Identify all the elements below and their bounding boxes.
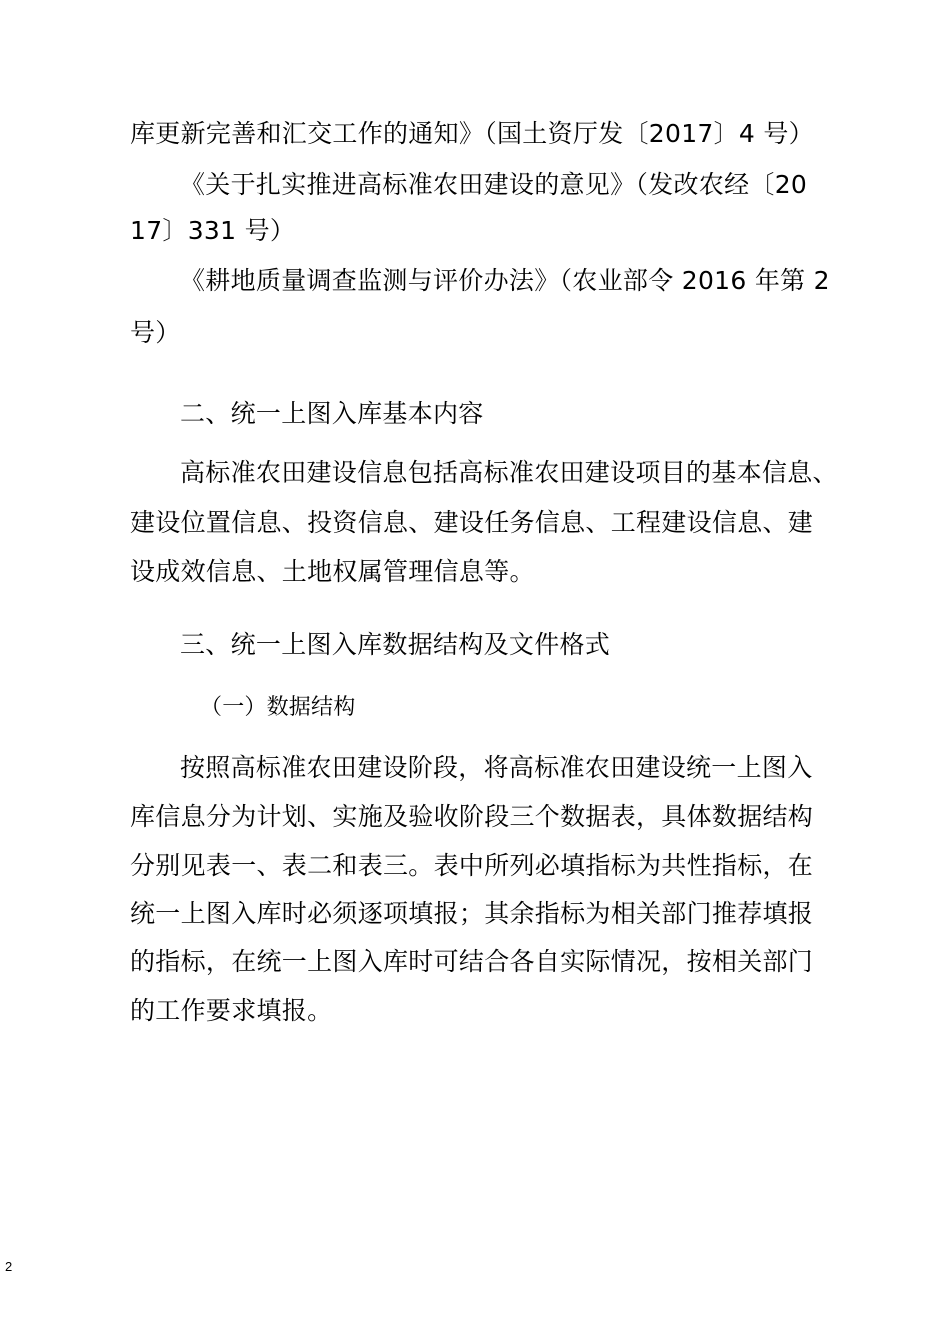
reference-line-4: 《耕地质量调查监测与评价办法》（农业部令 2016 年第 2 xyxy=(180,266,830,295)
paragraph-line: 的指标，在统一上图入库时可结合各自实际情况，按相关部门 xyxy=(130,947,814,976)
paragraph-line: 库信息分为计划、实施及验收阶段三个数据表，具体数据结构 xyxy=(130,802,814,831)
reference-line-1: 库更新完善和汇交工作的通知》（国土资厅发〔2017〕4 号） xyxy=(130,119,814,148)
subsection-heading: （一）数据结构 xyxy=(200,695,356,720)
section-heading: 二、统一上图入库基本内容 xyxy=(180,399,484,428)
paragraph-line: 高标准农田建设信息包括高标准农田建设项目的基本信息、 xyxy=(180,458,838,487)
section-heading: 三、统一上图入库数据结构及文件格式 xyxy=(180,630,611,659)
page-number: 2 xyxy=(5,1259,13,1274)
paragraph-line: 设成效信息、土地权属管理信息等。 xyxy=(130,557,535,586)
paragraph-line: 建设位置信息、投资信息、建设任务信息、工程建设信息、建 xyxy=(130,508,814,537)
paragraph-line: 的工作要求填报。 xyxy=(130,996,333,1025)
paragraph-line: 统一上图入库时必须逐项填报；其余指标为相关部门推荐填报 xyxy=(130,899,814,928)
paragraph-line: 分别见表一、表二和表三。表中所列必填指标为共性指标，在 xyxy=(130,851,814,880)
reference-line-2: 《关于扎实推进高标准农田建设的意见》（发改农经〔20 xyxy=(180,170,808,199)
reference-line-3: 17〕331 号） xyxy=(130,216,296,245)
reference-line-5: 号） xyxy=(130,318,181,347)
paragraph-line: 按照高标准农田建设阶段，将高标准农田建设统一上图入 xyxy=(180,753,813,782)
